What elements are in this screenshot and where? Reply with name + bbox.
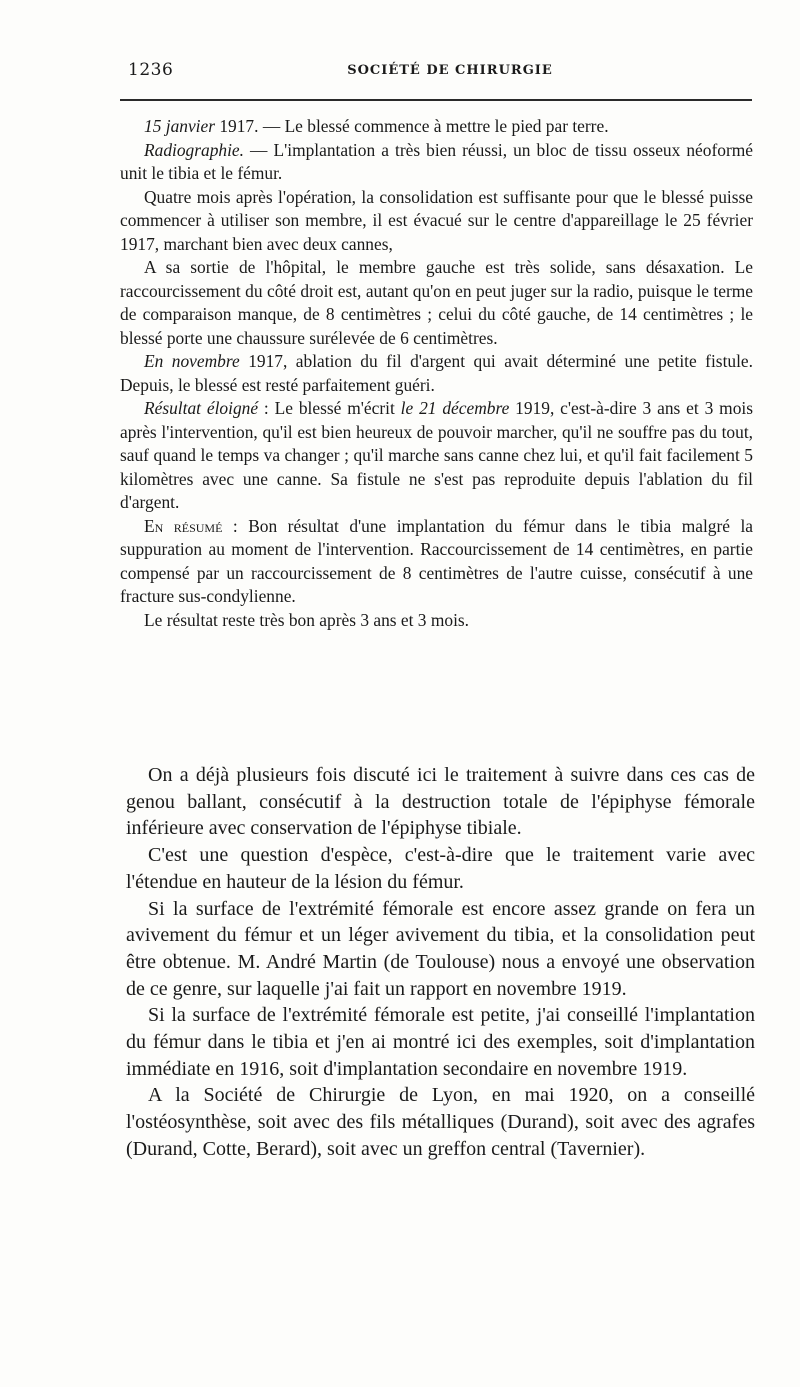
paragraph: C'est une question d'espèce, c'est-à-dire que le traitement varie avec l'étendue en hauteur de la lésion du fémur. — [126, 844, 755, 893]
paragraph: Si la surface de l'extrémité fémorale est petite, j'ai conseillé l'implantation du fémur dans le tibia et j'en ai montré ici des exemples, soit d'implantation immédiate en 1916, soit d'implantation secondaire en novembre 1919. — [126, 1004, 755, 1080]
running-title: SOCIÉTÉ DE CHIRURGIE — [347, 63, 553, 78]
paragraph: Radiographie. — L'implantation a très bien réussi, un bloc de tissu osseux néoformé unit le tibia et le fémur. — [120, 139, 753, 183]
paragraph: Le résultat reste très bon après 3 ans et 3 mois. — [144, 609, 470, 630]
paragraph: A sa sortie de l'hôpital, le membre gauche est très solide, sans désaxation. Le raccourcissement du côté droit est, autant qu'on en peut juger sur la radio, puisque le terme de comparaison manque, de 8 centimètres ; celui du côté gauche, de 14 centimètres ; le blessé porte une chaussure surélevée de 6 centimètres. — [120, 257, 753, 348]
paragraph: A la Société de Chirurgie de Lyon, en mai 1920, on a conseillé l'ostéosynthèse, soit avec des fils métalliques (Durand), soit avec des agrafes (Durand, Cotte, Berard), soit avec un greffon central (Tavernier). — [126, 1084, 755, 1160]
paragraph: 15 janvier 1917. — Le blessé commence à mettre le pied par terre. — [144, 116, 609, 136]
header-rule — [120, 99, 752, 101]
discussion — [126, 762, 755, 1163]
paragraph: Quatre mois après l'opération, la consolidation est suffisante pour que le blessé puisse commencer à utiliser son membre, il est évacué sur le centre d'appareillage le 25 février 1917, marchant bien avec deux cannes, — [120, 186, 753, 254]
paragraph: En novembre 1917, ablation du fil d'argent qui avait déterminé une petite fistule. Depuis, le blessé est resté parfaitement guéri. — [120, 351, 753, 395]
paragraph: En résumé : Bon résultat d'une implantation du fémur dans le tibia malgré la suppuration au moment de l'intervention. Raccourcissement de 14 centimètres, en partie compensé par un raccourcissement de 8 centimètres de l'autre cuisse, consécutif à une fracture sus-condylienne. — [120, 515, 754, 606]
paragraph: On a déjà plusieurs fois discuté ici le traitement à suivre dans ces cas de genou ballant, consécutif à la destruction totale de l'épiphyse fémorale inférieure avec conservation de l'épiphyse tibiale. — [126, 764, 755, 840]
date-label: En novembre — [144, 351, 240, 371]
case-report — [120, 115, 753, 632]
section-label: Résultat éloigné — [144, 398, 259, 418]
page-number: 1236 — [128, 60, 174, 80]
paragraph: Résultat éloigné : Le blessé m'écrit le 21 décembre 1919, c'est-à-dire 3 ans et 3 mois après l'intervention, qu'il est bien heureux de pouvoir marcher, qu'il ne souffre pas du tout, sauf quand le temps va changer ; qu'il marche sans canne chez lui, et qu'il fait facilement 5 kilomètres avec une canne. Sa fistule ne s'est pas reproduite depuis l'ablation du fil d'argent. — [120, 398, 753, 512]
section-label: En résumé — [144, 515, 223, 536]
date-label: le 21 décembre — [400, 398, 510, 418]
date-label: 15 janvier — [144, 116, 215, 136]
section-label: Radiographie. — [144, 139, 244, 160]
paragraph: Si la surface de l'extrémité fémorale est encore assez grande on fera un avivement du fémur et un léger avivement du tibia, et la consolidation peut être obtenue. M. André Martin (de Toulouse) nous a envoyé une observation de ce genre, sur laquelle j'ai fait un rapport en novembre 1919. — [126, 897, 755, 1000]
